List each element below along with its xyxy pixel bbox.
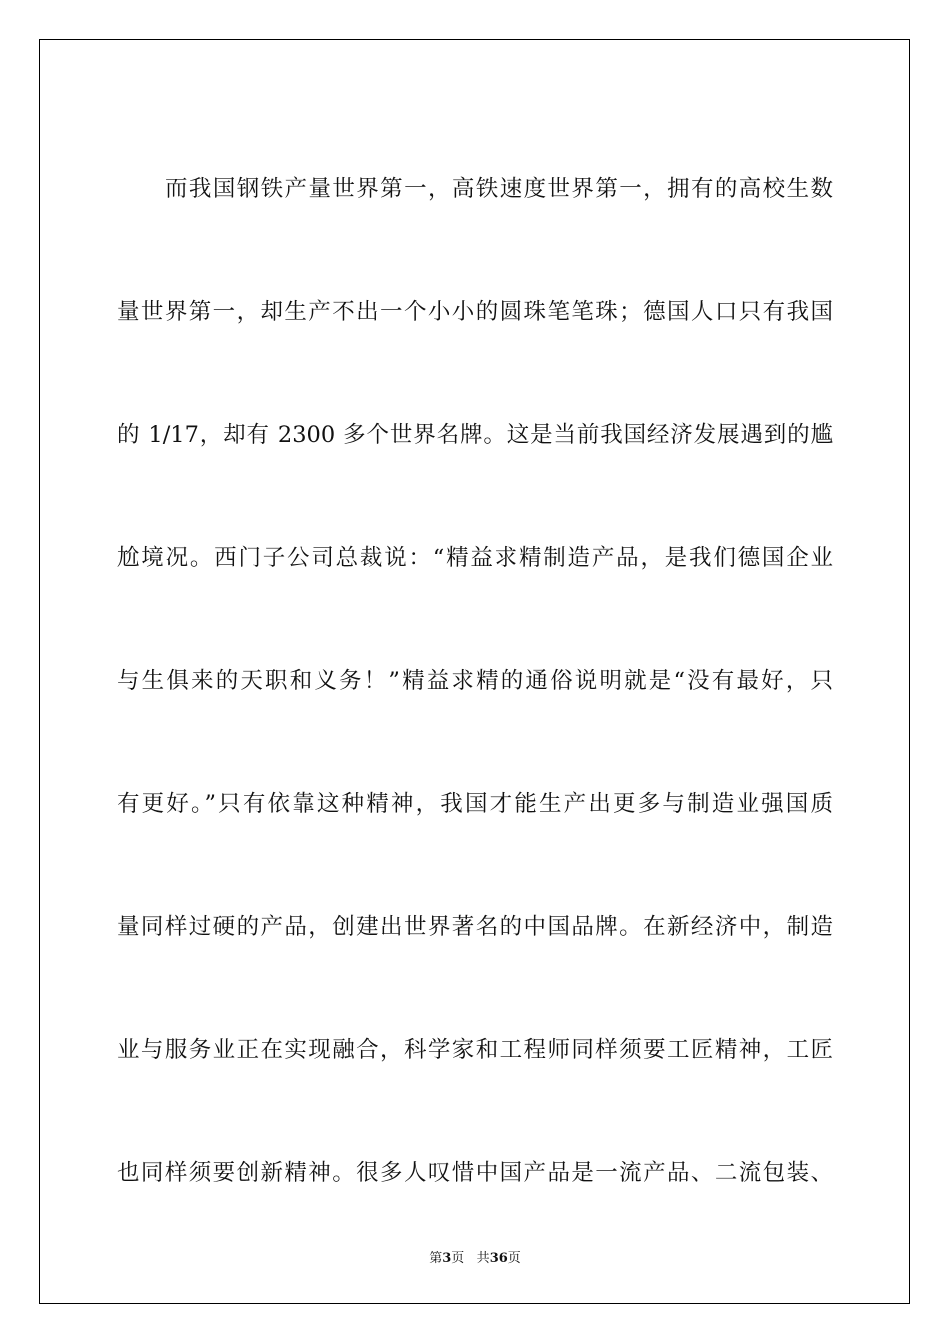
- page-suffix: 页: [451, 1251, 465, 1266]
- total-pages: 36: [489, 1251, 508, 1266]
- total-suffix: 页: [507, 1251, 521, 1266]
- text-line: 也同样须要创新精神。很多人叹惜中国产品是一流产品、二流包装、: [117, 1160, 833, 1186]
- text-line: 的 1/17，却有 2300 多个世界名牌。这是当前我国经济发展遇到的尴: [117, 422, 833, 448]
- page-footer: [0, 1247, 950, 1266]
- text-line: 尬境况。西门子公司总裁说：“精益求精制造产品，是我们德国企业: [117, 545, 833, 571]
- text-line: 有更好。”只有依靠这种精神，我国才能生产出更多与制造业强国质: [117, 791, 833, 817]
- text-line: 量同样过硬的产品，创建出世界著名的中国品牌。在新经济中，制造: [117, 914, 833, 940]
- page-number: 3: [442, 1251, 452, 1266]
- text-line: 量世界第一，却生产不出一个小小的圆珠笔笔珠；德国人口只有我国: [117, 299, 833, 325]
- text-line: 业与服务业正在实现融合，科学家和工程师同样须要工匠精神，工匠: [117, 1037, 833, 1063]
- total-prefix: 共: [476, 1251, 490, 1266]
- text-line: 而我国钢铁产量世界第一，高铁速度世界第一，拥有的高校生数: [165, 176, 833, 202]
- text-line: 与生俱来的天职和义务！”精益求精的通俗说明就是“没有最好，只: [117, 668, 833, 694]
- page-prefix: 第: [429, 1251, 443, 1266]
- document-body: [117, 128, 833, 1235]
